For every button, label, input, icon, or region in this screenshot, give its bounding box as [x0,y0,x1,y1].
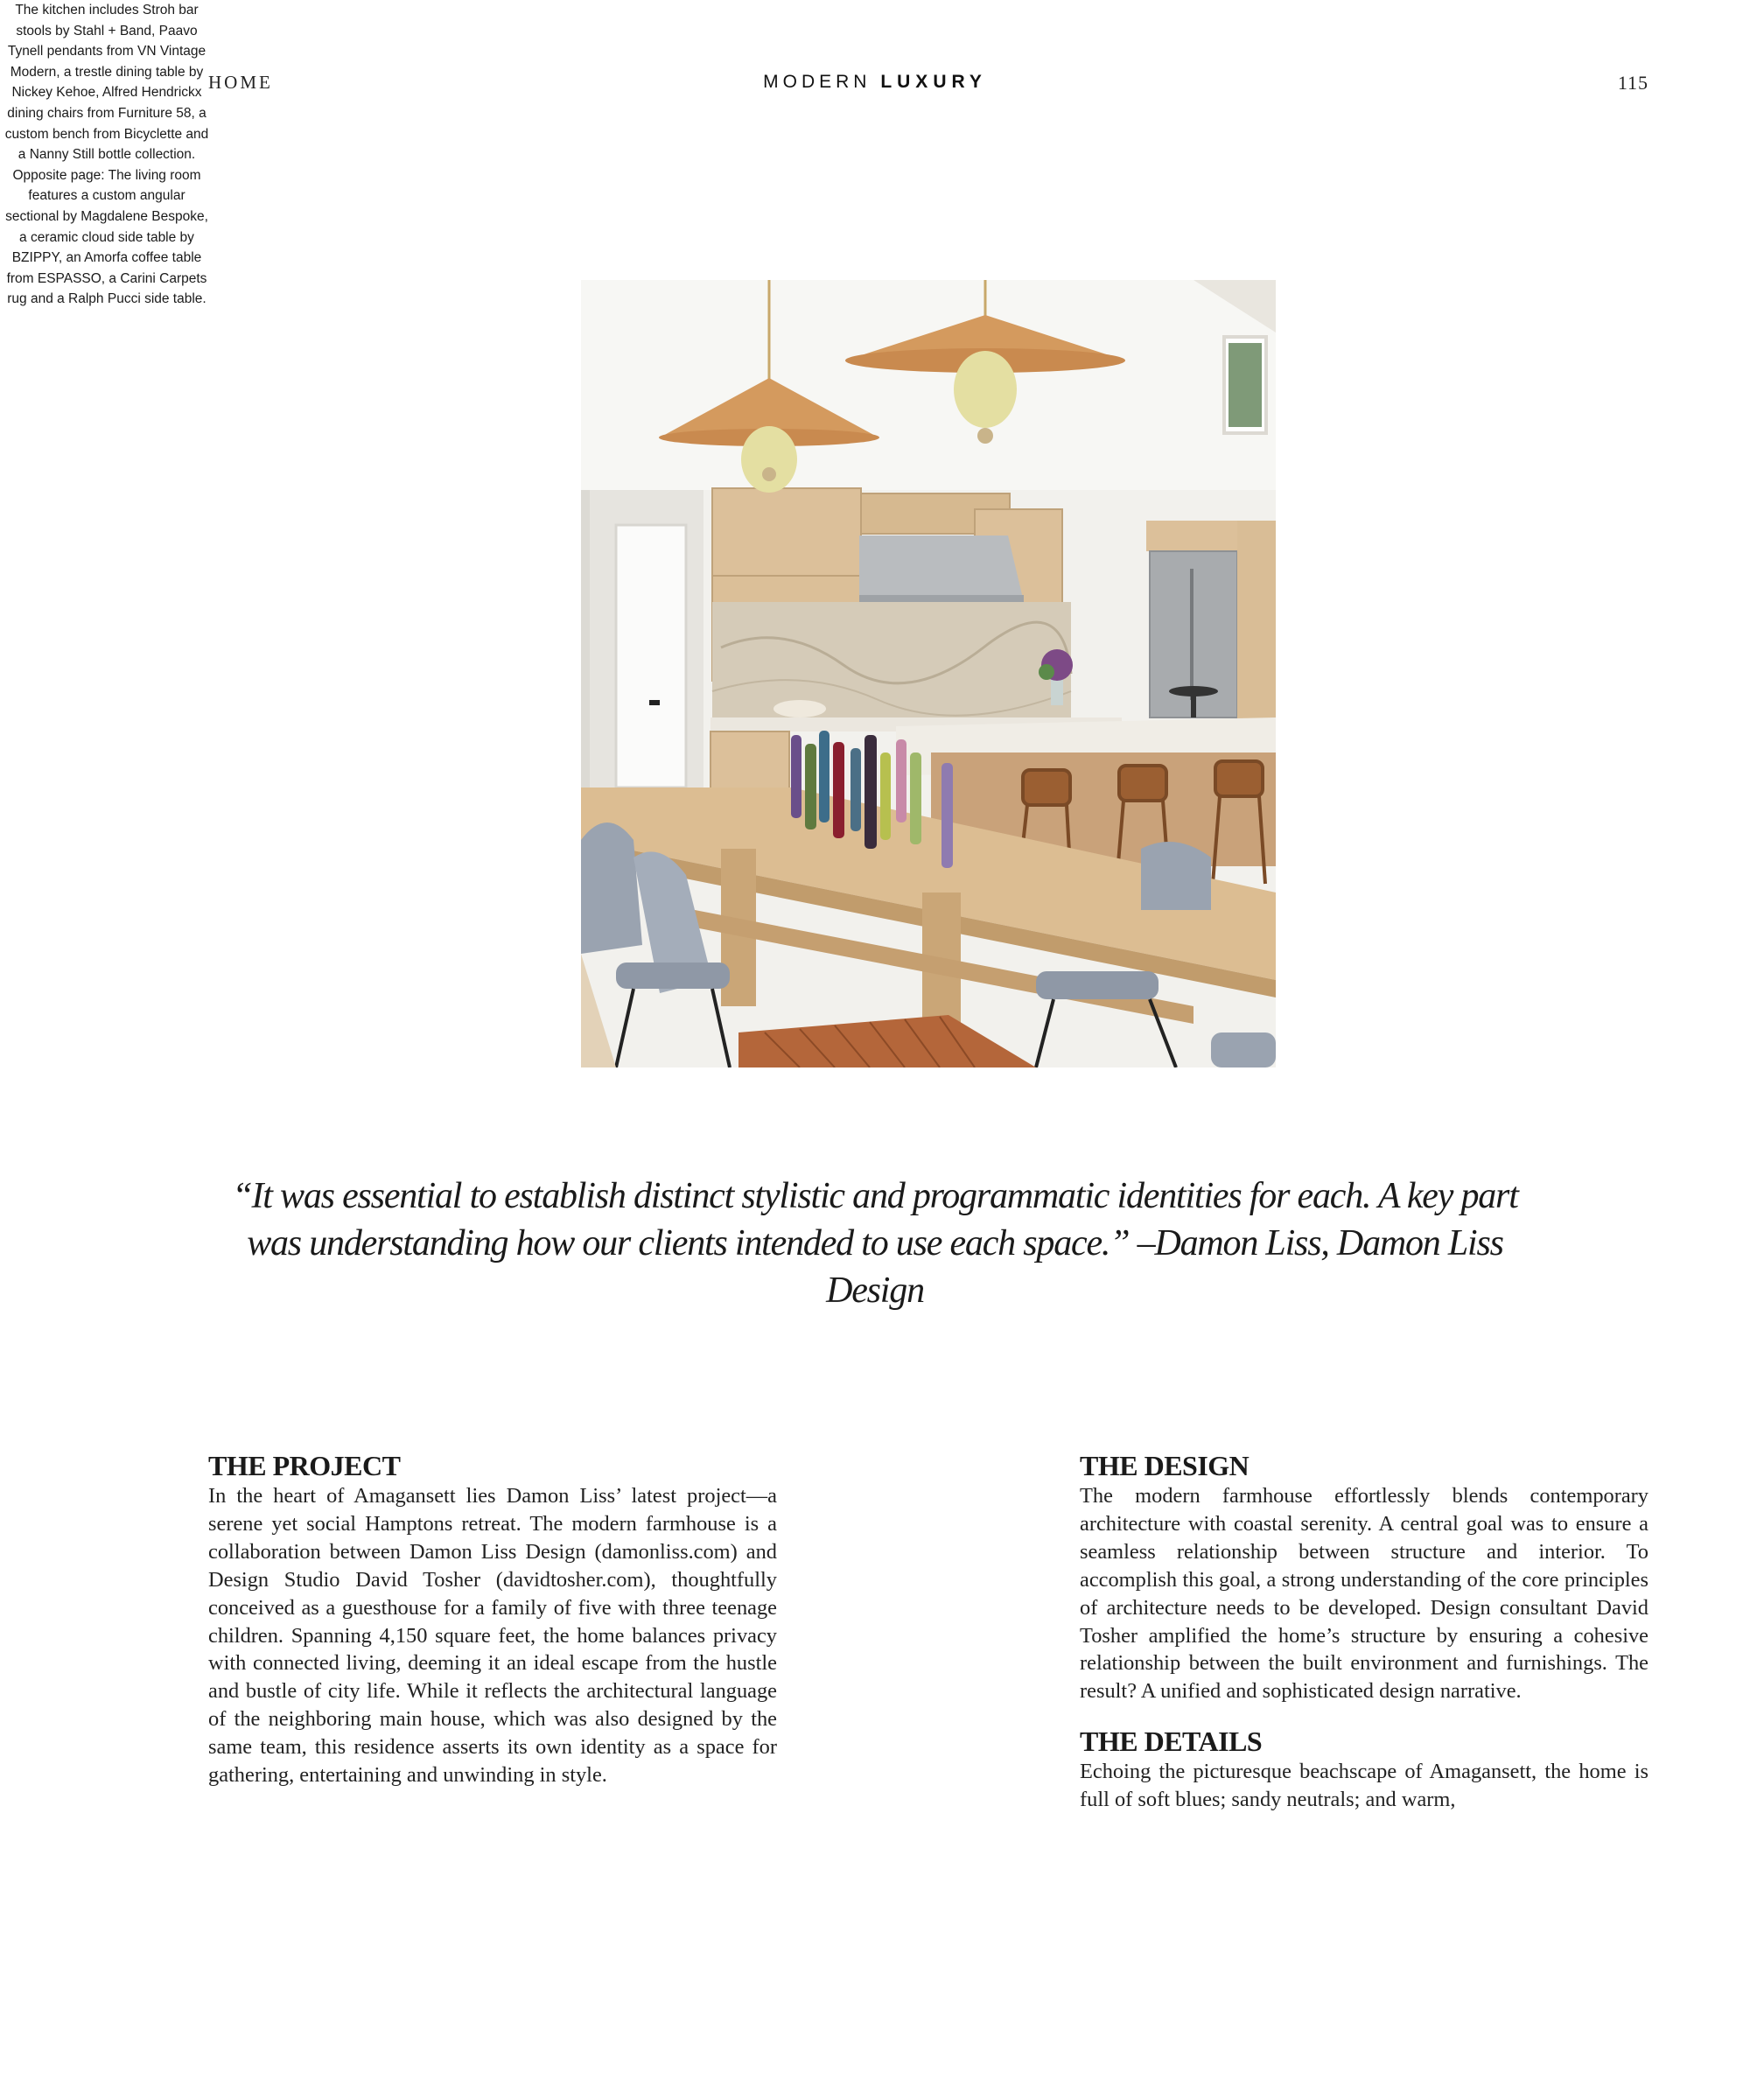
design-heading: THE DESIGN [1080,1450,1250,1481]
kitchen-illustration [581,280,1276,1068]
design-body: The modern farmhouse effortlessly blends contemporary architecture with coastal serenity. A central goal was to ensure a seamless relationship between structure and interior. To accomplish this goal, a strong understanding of the core principles of architecture needs to be developed. Design consultant David Tosher amplified the home’s structure by ensuring a cohesive relationship between the built environment and furnishings. The result? A unified and sophisticated design narrative. [1080,1484,1648,1704]
kitchen-photo [581,280,1276,1068]
ceiling-area [581,280,1276,490]
column-design [1080,1449,1648,1833]
leaves [1039,664,1054,680]
pendant-glass-left [741,426,797,493]
pendant-finial-right [977,428,993,444]
project-body: In the heart of Amagansett lies Damon Liss’ latest project—a serene yet social Hamptons retreat. The modern farmhouse is a collaboration between Damon Liss Design (damonliss.com) and Design Studio David Tosher (davidtosher.com), thoughtfully conceived as a guesthouse for a family of five with three teenage children. Spanning 4,150 square feet, the home balances privacy with connected living, deeming it an ideal escape from the hustle and bustle of city life. While it reflects the architectural language of the neighboring main house, which was also designed by the same team, this residence asserts its own identity as a space for gathering, entertaining and unwinding in style. [208,1484,777,1788]
pendant-glass-right [954,351,1017,428]
photo-caption: The kitchen includes Stroh bar stools by Stahl + Band, Paavo Tynell pendants from VN Vintage Modern, a trestle dining table by Nickey Kehoe, Alfred Hendrickx dining chairs from Furniture 58, a custom bench from Bicyclette and a Nanny Still bottle collection. Opposite page: The living room features a custom angular sectional by Magdalene Bespoke, a ceramic cloud side table by BZIPPY, an Amorfa coffee table from ESPASSO, a Carini Carpets rug and a Ralph Pucci side table. [4,3,209,307]
masthead-logo [0,72,1750,93]
project-heading: THE PROJECT [208,1450,401,1481]
door-handle [649,700,660,705]
fruit-bowl-stand [1191,691,1196,718]
bowl [774,700,826,718]
page-number: 115 [1617,72,1648,94]
details-heading: THE DETAILS [1080,1726,1263,1758]
masthead-bold: LUXURY [880,72,987,92]
pull-quote: “It was essential to establish distinct stylistic and programmatic identities for each. A key part was understanding how our clients intended to use each space.” –Damon Liss, Damon Liss Design [232,1176,1518,1311]
upper-cabinet-left [712,488,861,576]
section-label: HOME [208,72,273,93]
window-view [1228,343,1262,427]
door [616,525,686,788]
fridge-handle [1190,569,1194,700]
range-hood [859,536,1024,602]
masthead-light: MODERN [763,72,872,92]
pendant-finial-left [762,467,776,481]
tall-cabinet [1237,521,1276,722]
column-project [208,1449,777,1789]
details-body: Echoing the picturesque beachscape of Amagansett, the home is full of soft blues; sandy neutrals; and warm, [1080,1760,1648,1812]
